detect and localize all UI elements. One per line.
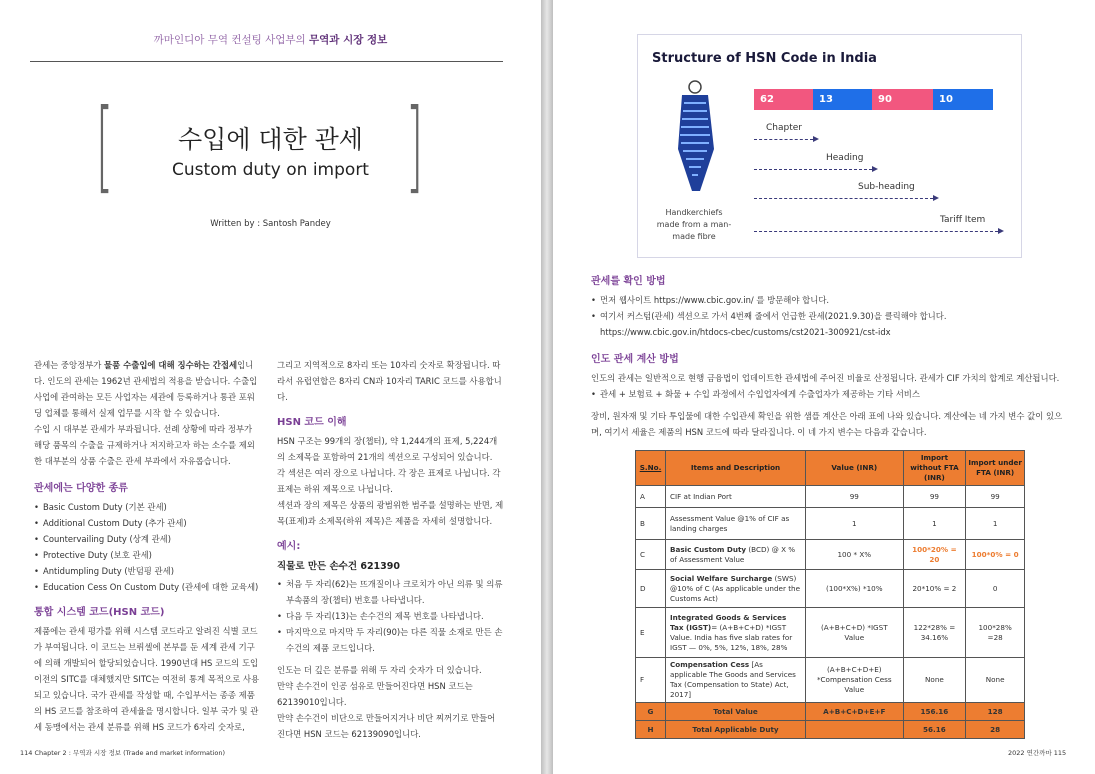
- row-number: A: [636, 486, 666, 508]
- table-row: [636, 508, 1025, 540]
- table-header-cell: Items and Description: [666, 451, 806, 486]
- intro-paragraph-2: 수입 시 대부분 관세가 부과됩니다. 선례 상황에 따라 정부가 해당 품목의 수출을 규제하거나 저지하고자 하는 소수를 제외한 대부분의 상품 수출은 관세 부과에서 자유롭습니다.: [34, 424, 255, 466]
- total-cell: [806, 721, 904, 739]
- row-without-fta: 99: [903, 486, 966, 508]
- right-page: [553, 0, 1095, 774]
- running-header: 까마인디아 무역 컨설팅 사업부의 무역과 시장 정보: [153, 34, 388, 46]
- hsn-level-arrow: [754, 231, 998, 232]
- hsn-level-label: Chapter: [766, 123, 802, 133]
- continued-paragraph: 그리고 지역적으로 8자리 또는 10자리 숫자로 확장됩니다. 따라서 유럽연합은 8자리 CN과 10자리 TARIC 코드를 사용합니다.: [277, 360, 502, 402]
- list-item: • 여기서 커스텀(관세) 섹션으로 가서 4번째 줄에서 언급한 관세(2021.9.30)을 클릭해야 합니다. https://www.cbic.gov.in/htdocs-cbec/customs/cst2021-300921/cst-idx: [591, 308, 1071, 340]
- figure-title: Structure of HSN Code in India: [652, 51, 877, 66]
- understand-heading: HSN 코드 이해: [277, 417, 347, 428]
- calc-heading: 인도 관세 계산 방법: [591, 354, 679, 365]
- page-footer-right: 2022 연간까마 115: [1008, 749, 1067, 757]
- list-item: • 마지막으로 마지막 두 자리(90)는 다른 직물 소재로 만든 손수건의 제품 코드입니다.: [277, 624, 505, 656]
- table-row: [636, 570, 1025, 608]
- arrow-head: [872, 166, 878, 172]
- total-cell: H: [636, 721, 666, 739]
- intro-paragraph: 관세는 중앙정부가 물품 수출입에 대해 징수하는 간접세입니다. 인도의 관세는 1962년 관세법의 적용을 받습니다. 수출입 사업에 관여하는 모든 사업자는 세관에 등록하거나 통관 포워딩 업체를 통해서 실제 업무를 시작 할 수 있습니다.: [34, 360, 258, 418]
- title-korean: 수입에 대한 관세: [178, 125, 363, 154]
- list-item: • 처음 두 자리(62)는 뜨개질이나 크로치가 아닌 의류 및 의류 부속품의 장(챕터) 번호를 나타냅니다.: [277, 576, 505, 608]
- left-page: [0, 0, 541, 774]
- table-row: [636, 658, 1025, 703]
- table-header-cell: Import without FTA (INR): [903, 451, 966, 486]
- arrow-head: [933, 195, 939, 201]
- row-description: [666, 658, 806, 703]
- hsn-level-arrow: [754, 198, 933, 199]
- hsn-segment: 62: [754, 89, 813, 110]
- row-without-fta: 122*28% = 34.16%: [903, 608, 966, 658]
- row-under-fta: 99: [966, 486, 1025, 508]
- row-without-fta: 20*10% = 2: [903, 570, 966, 608]
- header-rule: [30, 61, 503, 62]
- duty-table: [635, 450, 1025, 739]
- check-heading: 관세를 확인 방법: [591, 276, 666, 287]
- check-list: [591, 292, 1071, 340]
- table-header-cell: Import under FTA (INR): [966, 451, 1025, 486]
- row-description-text: = (A+B+C+D) *IGST Value. India has five slab rates for IGST — 0%, 5%, 12%, 18%, 28%: [670, 622, 793, 652]
- row-number: D: [636, 570, 666, 608]
- list-item: • 다음 두 자리(13)는 손수건의 제목 번호를 나타냅니다.: [277, 608, 505, 624]
- column-2: [277, 357, 505, 742]
- page-footer-left: 114 Chapter 2 : 무역과 시장 정보 (Trade and market information): [20, 749, 226, 757]
- hsn-level-arrow: [754, 139, 813, 140]
- list-item: • Protective Duty (보호 관세): [34, 547, 262, 563]
- total-cell: 28: [966, 721, 1025, 739]
- hsn-segment: 10: [933, 89, 993, 110]
- total-cell: Total Applicable Duty: [666, 721, 806, 739]
- row-value: (A+B+C+D) *IGST Value: [806, 608, 904, 658]
- byline: Written by : Santosh Pandey: [210, 219, 331, 229]
- calc-paragraph-1: 인도의 관세는 일반적으로 현행 금융법이 업데이트한 관세법에 주어진 비율로 산정됩니다. 관세가 CIF 가치의 합계로 계산됩니다.: [591, 373, 1060, 383]
- page-gutter: [541, 0, 553, 774]
- table-header-cell: Value (INR): [806, 451, 904, 486]
- total-cell: 156.16: [903, 703, 966, 721]
- row-description-bold: Integrated Goods & Services Tax (IGST): [670, 612, 787, 632]
- table-row: [636, 486, 1025, 508]
- total-cell: Total Value: [666, 703, 806, 721]
- hsn-heading: 통합 시스템 코드(HSN 코드): [34, 607, 165, 618]
- types-list: [34, 499, 262, 595]
- row-number: E: [636, 608, 666, 658]
- hsn-segment: 90: [872, 89, 933, 110]
- table-total-row: [636, 721, 1025, 739]
- hsn-level-arrow: [754, 169, 872, 170]
- row-under-fta: 0: [966, 570, 1025, 608]
- bracket-open: [: [95, 87, 114, 204]
- row-value: 1: [806, 508, 904, 540]
- table-row: [636, 608, 1025, 658]
- total-cell: A+B+C+D+E+F: [806, 703, 904, 721]
- row-without-fta: None: [903, 658, 966, 703]
- row-description-bold: Social Welfare Surcharge: [670, 573, 773, 583]
- row-description-text: Assessment Value @1% of CIF as landing charges: [670, 513, 790, 533]
- calc-paragraph-2: 장비, 원자재 및 기타 투입물에 대한 수입관세 확인을 위한 샘플 계산은 아래 표에 나와 있습니다. 계산에는 네 가지 변수 값이 있으며, 여기서 세율은 제품의 HSN 코드에 따라 달라집니다. 이 네 가지 변수는 다음과 같습니다.: [591, 411, 1063, 437]
- calc-list: [591, 386, 1071, 402]
- row-description-bold: Compensation Cess: [670, 660, 750, 669]
- list-item: • Countervailing Duty (상계 관세): [34, 531, 262, 547]
- row-number: F: [636, 658, 666, 703]
- example-list: [277, 576, 505, 656]
- hsn-level-label: Heading: [826, 153, 864, 163]
- list-item: • 관세 + 보험료 + 화물 + 수입 과정에서 수입업자에게 수출업자가 제공하는 기타 서비스: [591, 386, 1071, 402]
- row-under-fta: None: [966, 658, 1025, 703]
- after-paragraph-2: 만약 손수건이 인공 섬유로 만들어진다면 HSN 코드는 62139010입니다.: [277, 681, 473, 707]
- row-description-text: (SWS) @10% of C (As applicable under the Customs Act): [670, 573, 800, 603]
- row-description-text: [As applicable The Goods and Services Tax (Compensation to State) Act, 2017]: [670, 660, 796, 699]
- hsn-structure-figure: [637, 34, 1022, 258]
- list-item: • 먼저 웹사이트 https://www.cbic.gov.in/ 를 방문해야 합니다.: [591, 292, 1071, 308]
- row-value: (A+B+C+D+E) *Compensation Cess Value: [806, 658, 904, 703]
- row-number: C: [636, 540, 666, 570]
- table-row: [636, 540, 1025, 570]
- table-header-row: [636, 451, 1025, 486]
- row-value: 100 * X%: [806, 540, 904, 570]
- table-body: [636, 486, 1025, 739]
- understand-paragraph-3: 섹션과 장의 제목은 상품의 광범위한 범주를 설명하는 반면, 제목(표제)과 소제목(하위 제목)은 제품을 자세히 설명합니다.: [277, 500, 504, 526]
- row-description-text: (BCD) @ X % of Assessment Value: [670, 544, 796, 564]
- hsn-segment: 13: [813, 89, 872, 110]
- types-heading: 관세에는 다양한 종류: [34, 483, 128, 494]
- row-description: [666, 608, 806, 658]
- row-without-fta: 1: [903, 508, 966, 540]
- row-under-fta: 100*0% = 0: [966, 540, 1025, 570]
- list-item: • Education Cess On Custom Duty (관세에 대한 교육세): [34, 579, 262, 595]
- row-value: 99: [806, 486, 904, 508]
- arrow-head: [998, 228, 1004, 234]
- total-cell: G: [636, 703, 666, 721]
- row-description: [666, 508, 806, 540]
- list-item: • Basic Custom Duty (기본 관세): [34, 499, 262, 515]
- total-cell: 128: [966, 703, 1025, 721]
- row-description: [666, 486, 806, 508]
- understand-paragraph-2: 각 섹션은 여러 장으로 나뉩니다. 각 장은 표제로 나뉩니다. 각 표제는 하위 제목으로 나뉩니다.: [277, 468, 501, 494]
- total-cell: 56.16: [903, 721, 966, 739]
- handkerchief-icon: [674, 79, 716, 195]
- row-description-text: CIF at Indian Port: [670, 491, 732, 501]
- row-under-fta: 1: [966, 508, 1025, 540]
- bracket-close: ]: [405, 87, 424, 204]
- hsn-paragraph: 제품에는 관세 평가를 위해 시스템 코드라고 알려진 식별 코드가 부여됩니다. 이 코드는 브뤼셀에 본부를 둔 세계 관세 기구에 의해 개발되어 할당되었습니다. 1990년대 HS 코드의 도입 이전의 SITC를 대체했지만 SITC는 여전히 통계 목적으로 사용되고 있습니다. 국가 관세를 작성할 때, 수입부서는 종종 제품의 HS 코드를 참조하여 관세율을 명시합니다. 일부 국가 및 관세 동맹에서는 관세 분류를 위해 HS 코드가 6자리 숫자로,: [34, 626, 260, 732]
- example-subheading: 직물로 만든 손수건 621390: [277, 561, 400, 572]
- hsn-level-label: Tariff Item: [940, 215, 986, 225]
- after-paragraph-1: 인도는 더 깊은 분류를 위해 두 자리 숫자가 더 있습니다.: [277, 665, 482, 675]
- row-under-fta: 100*28% =28: [966, 608, 1025, 658]
- column-1: [34, 357, 262, 735]
- table-header-cell: S.No.: [636, 451, 666, 486]
- row-description: [666, 570, 806, 608]
- row-number: B: [636, 508, 666, 540]
- row-value: (100*X%) *10%: [806, 570, 904, 608]
- row-description: [666, 540, 806, 570]
- example-heading: 예시:: [277, 541, 301, 552]
- row-without-fta: 100*20% = 20: [903, 540, 966, 570]
- list-item: • Additional Custom Duty (추가 관세): [34, 515, 262, 531]
- figure-caption: Handkerchiefs made from a man-made fibre: [656, 208, 732, 241]
- arrow-head: [813, 136, 819, 142]
- title-english: Custom duty on import: [172, 160, 369, 180]
- understand-paragraph-1: HSN 구조는 99개의 장(챕터), 약 1,244개의 표제, 5,224개의 소제목을 포함하여 21개의 섹션으로 구성되어 있습니다.: [277, 436, 498, 462]
- table-total-row: [636, 703, 1025, 721]
- right-text: [591, 266, 1071, 440]
- after-paragraph-3: 만약 손수건이 비단으로 만들어지거나 비단 찌꺼기로 만들어 진다면 HSN 코드는 62139090입니다.: [277, 713, 496, 739]
- list-item: • Antidumpling Duty (반덤핑 관세): [34, 563, 262, 579]
- hsn-level-label: Sub-heading: [858, 182, 915, 192]
- row-description-bold: Basic Custom Duty: [670, 544, 747, 554]
